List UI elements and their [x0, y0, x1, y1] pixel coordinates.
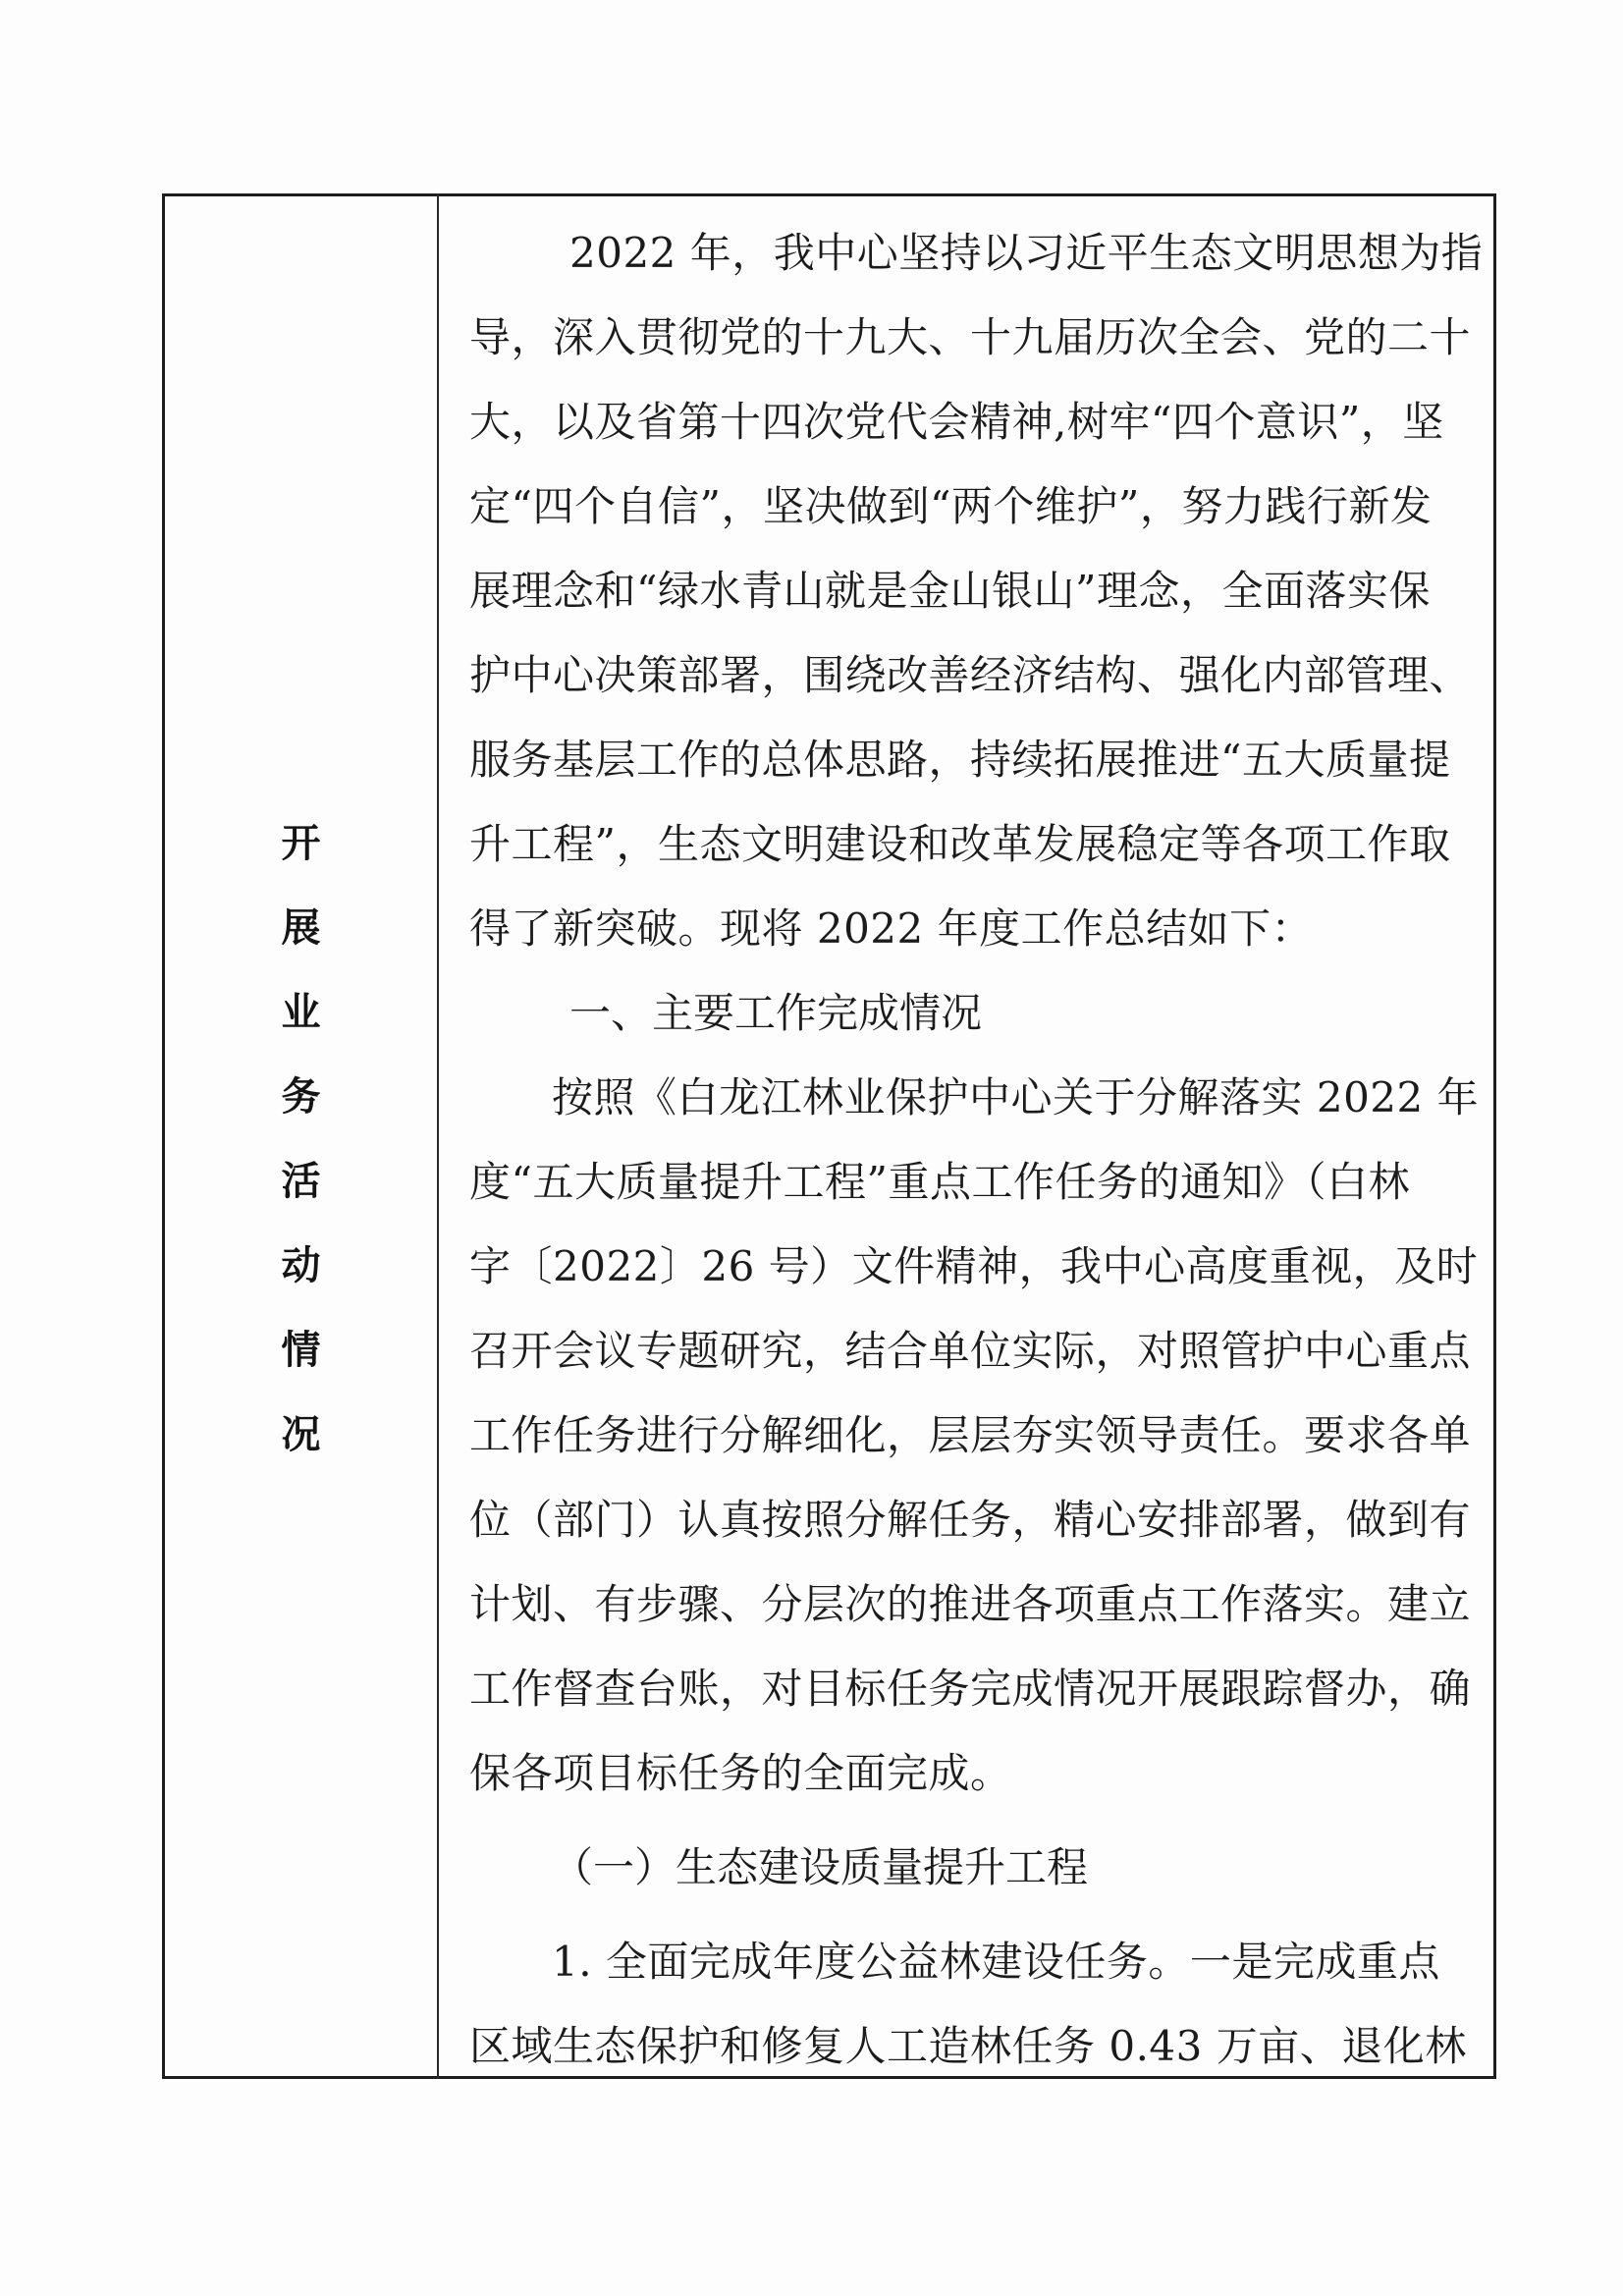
item-line: 区域生态保护和修复人工造林任务 0.43 万亩、退化林 — [469, 2022, 1467, 2070]
intro-line: 定“四个自信”，坚决做到“两个维护”，努力践行新发 — [469, 482, 1433, 530]
section-heading: 一、主要工作完成情况 — [569, 989, 983, 1037]
section-line: 位（部门）认真按照分解任务，精心安排部署，做到有 — [469, 1496, 1472, 1544]
column-divider — [437, 193, 439, 2079]
label-char: 展 — [281, 904, 321, 951]
intro-line: 护中心决策部署，围绕改善经济结构、强化内部管理、 — [469, 651, 1472, 699]
section-line: 保各项目标任务的全面完成。 — [469, 1749, 1012, 1797]
row-label-column — [165, 193, 437, 2079]
section-line: 工作任务进行分解细化，层层夯实领导责任。要求各单 — [469, 1411, 1472, 1459]
label-char: 情 — [281, 1327, 321, 1373]
intro-line: 展理念和“绿水青山就是金山银山”理念，全面落实保 — [469, 567, 1431, 615]
intro-line: 大，以及省第十四次党代会精神,树牢“四个意识”，坚 — [469, 398, 1444, 446]
label-char: 动 — [281, 1242, 321, 1288]
section-line: 度“五大质量提升工程”重点工作任务的通知》（白林 — [469, 1158, 1410, 1206]
intro-line: 升工程”，生态文明建设和改革发展稳定等各项工作取 — [469, 820, 1451, 868]
subsection-heading: （一）生态建设质量提升工程 — [552, 1843, 1089, 1891]
label-char: 况 — [281, 1411, 321, 1457]
section-line: 召开会议专题研究，结合单位实际，对照管护中心重点 — [469, 1327, 1472, 1375]
label-char: 业 — [281, 989, 321, 1035]
label-char: 活 — [281, 1158, 321, 1204]
intro-line: 服务基层工作的总体思路，持续拓展推进“五大质量提 — [469, 736, 1451, 784]
section-line: 计划、有步骤、分层次的推进各项重点工作落实。建立 — [469, 1580, 1472, 1628]
section-line: 工作督查台账，对目标任务完成情况开展跟踪督办，确 — [469, 1665, 1472, 1713]
label-char: 务 — [281, 1073, 321, 1120]
item-line: 1. 全面完成年度公益林建设任务。一是完成重点 — [552, 1938, 1440, 1986]
section-line: 字〔2022〕26 号）文件精神，我中心高度重视，及时 — [469, 1242, 1479, 1290]
intro-line: 得了新突破。现将 2022 年度工作总结如下： — [469, 904, 1314, 953]
intro-line: 导，深入贯彻党的十九大、十九届历次全会、党的二十 — [469, 313, 1472, 361]
intro-line: 2022 年，我中心坚持以习近平生态文明思想为指 — [569, 229, 1484, 277]
section-line: 按照《白龙江林业保护中心关于分解落实 2022 年 — [552, 1073, 1480, 1121]
label-char: 开 — [281, 820, 321, 866]
